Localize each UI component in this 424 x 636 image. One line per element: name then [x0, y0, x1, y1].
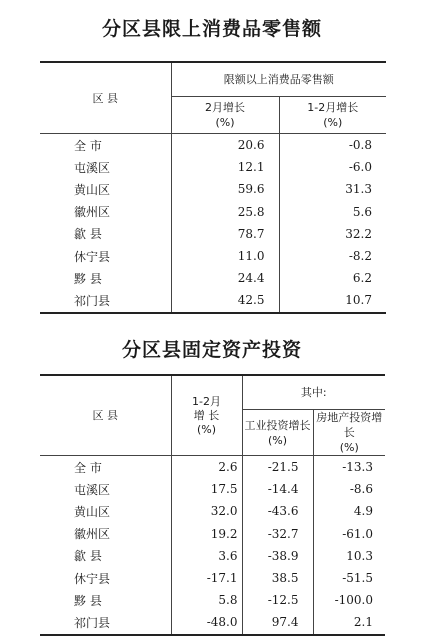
industrial-growth-value: -21.5: [242, 456, 313, 479]
jan-feb-growth-value: 10.7: [279, 289, 386, 312]
feb-growth-value: 59.6: [171, 178, 279, 200]
industrial-growth-value: 97.4: [242, 611, 313, 634]
of-which-header: 其中:: [242, 375, 385, 410]
feb-growth-value: 24.4: [171, 267, 279, 289]
jan-feb-growth-value: 6.2: [279, 267, 386, 289]
district-name: 祁门县: [40, 611, 171, 634]
table-row: [40, 201, 386, 223]
jan-feb-growth-value: -6.0: [279, 156, 386, 178]
jan-feb-growth-value: 5.6: [279, 201, 386, 223]
district-name: 全 市: [40, 134, 171, 157]
district-name: 休宁县: [74, 571, 111, 586]
investment-table-body: [40, 456, 385, 635]
feb-growth-value: 11.0: [171, 245, 279, 267]
total-growth-value: 2.6: [171, 456, 242, 479]
district-name: 黟 县: [74, 271, 102, 286]
district-name: 徽州区: [74, 527, 111, 542]
table-row: [40, 478, 385, 500]
district-name: 黄山区: [74, 504, 111, 519]
real-estate-growth-value: 4.9: [313, 500, 385, 522]
table-row: [40, 267, 386, 289]
feb-growth-value: 25.8: [171, 201, 279, 223]
table-row: [40, 245, 386, 267]
table-row: [40, 567, 385, 589]
total-growth-value: 3.6: [171, 545, 242, 567]
table-row: [40, 589, 385, 611]
real-estate-growth-value: 2.1: [313, 611, 385, 634]
feb-growth-value: 42.5: [171, 289, 279, 312]
industrial-growth-header: 工业投资增长 (%): [242, 410, 313, 456]
total-growth-header: 1-2月 增 长 (%): [171, 375, 242, 456]
jan-feb-growth-value: 32.2: [279, 223, 386, 245]
retail-table-title: 分区县限上消费品零售额: [101, 18, 322, 40]
district-name: 歙 县: [74, 227, 102, 242]
district-name: 歙 县: [74, 549, 102, 564]
total-growth-value: 19.2: [171, 523, 242, 545]
table-row: [40, 223, 386, 245]
feb-growth-value: 20.6: [171, 134, 279, 157]
district-name: 黄山区: [74, 182, 111, 197]
retail-sales-table: [40, 61, 386, 314]
industrial-growth-value: -14.4: [242, 478, 313, 500]
table-row: [40, 500, 385, 522]
feb-growth-header: 2月增长 (%): [171, 97, 279, 134]
jan-feb-growth-value: 31.3: [279, 178, 386, 200]
real-estate-growth-value: -8.6: [313, 478, 385, 500]
total-growth-value: 32.0: [171, 500, 242, 522]
table-row: [40, 611, 385, 634]
table-row: [40, 523, 385, 545]
industrial-growth-value: -12.5: [242, 589, 313, 611]
district-name: 黟 县: [74, 593, 102, 608]
real-estate-growth-value: 10.3: [313, 545, 385, 567]
total-growth-value: -17.1: [171, 567, 242, 589]
district-header: 区 县: [40, 375, 171, 456]
table-row: [40, 134, 386, 157]
jan-feb-growth-header: 1-2月增长 (%): [279, 97, 386, 134]
retail-table-body: [40, 134, 386, 313]
investment-table-title: 分区县固定资产投资: [121, 339, 302, 361]
table-row: [40, 456, 385, 479]
real-estate-growth-value: -100.0: [313, 589, 385, 611]
district-name: 全 市: [74, 460, 102, 475]
table-row: [40, 289, 386, 312]
industrial-growth-value: 38.5: [242, 567, 313, 589]
real-estate-growth-value: -51.5: [313, 567, 385, 589]
real-estate-growth-value: -61.0: [313, 523, 385, 545]
investment-table: [40, 374, 385, 636]
district-name: 屯溪区: [74, 482, 111, 497]
total-growth-value: 5.8: [171, 589, 242, 611]
district-header: 区 县: [40, 62, 171, 134]
jan-feb-growth-value: -8.2: [279, 245, 386, 267]
jan-feb-growth-value: -0.8: [279, 134, 386, 157]
real-estate-growth-header: 房地产投资增长 (%): [313, 410, 385, 456]
total-growth-value: 17.5: [171, 478, 242, 500]
total-growth-value: -48.0: [171, 611, 242, 634]
industrial-growth-value: -38.9: [242, 545, 313, 567]
district-name: 徽州区: [74, 205, 111, 220]
retail-group-header: 限额以上消费品零售额: [171, 62, 386, 97]
district-name: 屯溪区: [74, 160, 111, 175]
real-estate-growth-value: -13.3: [313, 456, 385, 479]
table-row: [40, 545, 385, 567]
district-name: 祁门县: [40, 289, 171, 312]
district-name: 休宁县: [74, 249, 111, 264]
industrial-growth-value: -43.6: [242, 500, 313, 522]
industrial-growth-value: -32.7: [242, 523, 313, 545]
table-row: [40, 156, 386, 178]
feb-growth-value: 78.7: [171, 223, 279, 245]
feb-growth-value: 12.1: [171, 156, 279, 178]
table-row: [40, 178, 386, 200]
